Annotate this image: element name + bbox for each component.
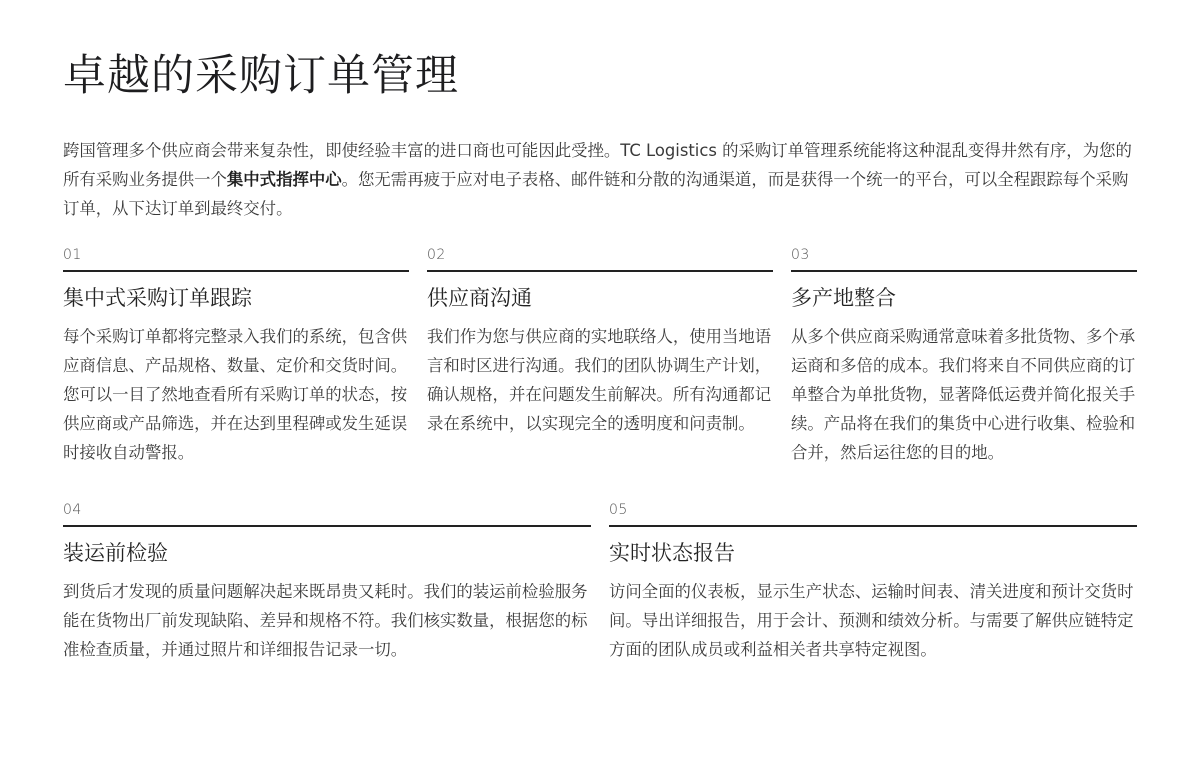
feature-description: 到货后才发现的质量问题解决起来既昂贵又耗时。我们的装运前检验服务能在货物出厂前发现缺陷、差异和规格不符。我们核实数量，根据您的标准检查质量，并通过照片和详细报告记录一切。 [63,582,588,659]
intro-text-bold: 集中式指挥中心 [226,170,342,189]
feature-description: 我们作为您与供应商的实地联络人，使用当地语言和时区进行沟通。我们的团队协调生产计划，确认规格，并在问题发生前解决。所有沟通都记录在系统中，以实现完全的透明度和问责制。 [427,327,772,433]
feature-card-supplier-communication [427,246,773,467]
feature-title: 实时状态报告 [609,541,735,565]
feature-title: 装运前检验 [63,541,168,565]
feature-card-status-reporting [609,501,1137,664]
feature-description: 每个采购订单都将完整录入我们的系统，包含供应商信息、产品规格、数量、定价和交货时间。您可以一目了然地查看所有采购订单的状态，按供应商或产品筛选，并在达到里程碑或发生延误时接收自动警报。 [63,327,408,462]
feature-title: 多产地整合 [791,286,896,310]
feature-card-pre-shipment-inspection [63,501,591,664]
feature-card-po-tracking [63,246,409,467]
feature-card-consolidation [791,246,1137,467]
feature-number: 05 [609,501,1137,527]
page-title: 卓越的采购订单管理 [63,51,459,101]
feature-number: 01 [63,246,409,272]
feature-title: 供应商沟通 [427,286,532,310]
feature-number: 04 [63,501,591,527]
intro-text-part2: 。您无需再疲于应对电子表格、邮件链和分散的沟通渠道，而是获得一个统一的平台，可以全程跟踪每个采购订单，从下达订单到最终交付。 [63,170,1129,218]
feature-title: 集中式采购订单跟踪 [63,286,252,310]
feature-row-2 [63,501,1137,664]
feature-description: 从多个供应商采购通常意味着多批货物、多个承运商和多倍的成本。我们将来自不同供应商的订单整合为单批货物，显著降低运费并简化报关手续。产品将在我们的集货中心进行收集、检验和合并，然后运往您的目的地。 [791,327,1136,462]
feature-number: 03 [791,246,1137,272]
intro-paragraph [63,136,1133,223]
feature-row-1 [63,246,1137,467]
feature-description: 访问全面的仪表板，显示生产状态、运输时间表、清关进度和预计交货时间。导出详细报告，用于会计、预测和绩效分析。与需要了解供应链特定方面的团队成员或利益相关者共享特定视图。 [609,582,1134,659]
feature-number: 02 [427,246,773,272]
intro-text-part1: 跨国管理多个供应商会带来复杂性，即使经验丰富的进口商也可能因此受挫。TC Logistics 的采购订单管理系统能将这种混乱变得井然有序，为您的所有采购业务提供一个 [63,141,1132,189]
